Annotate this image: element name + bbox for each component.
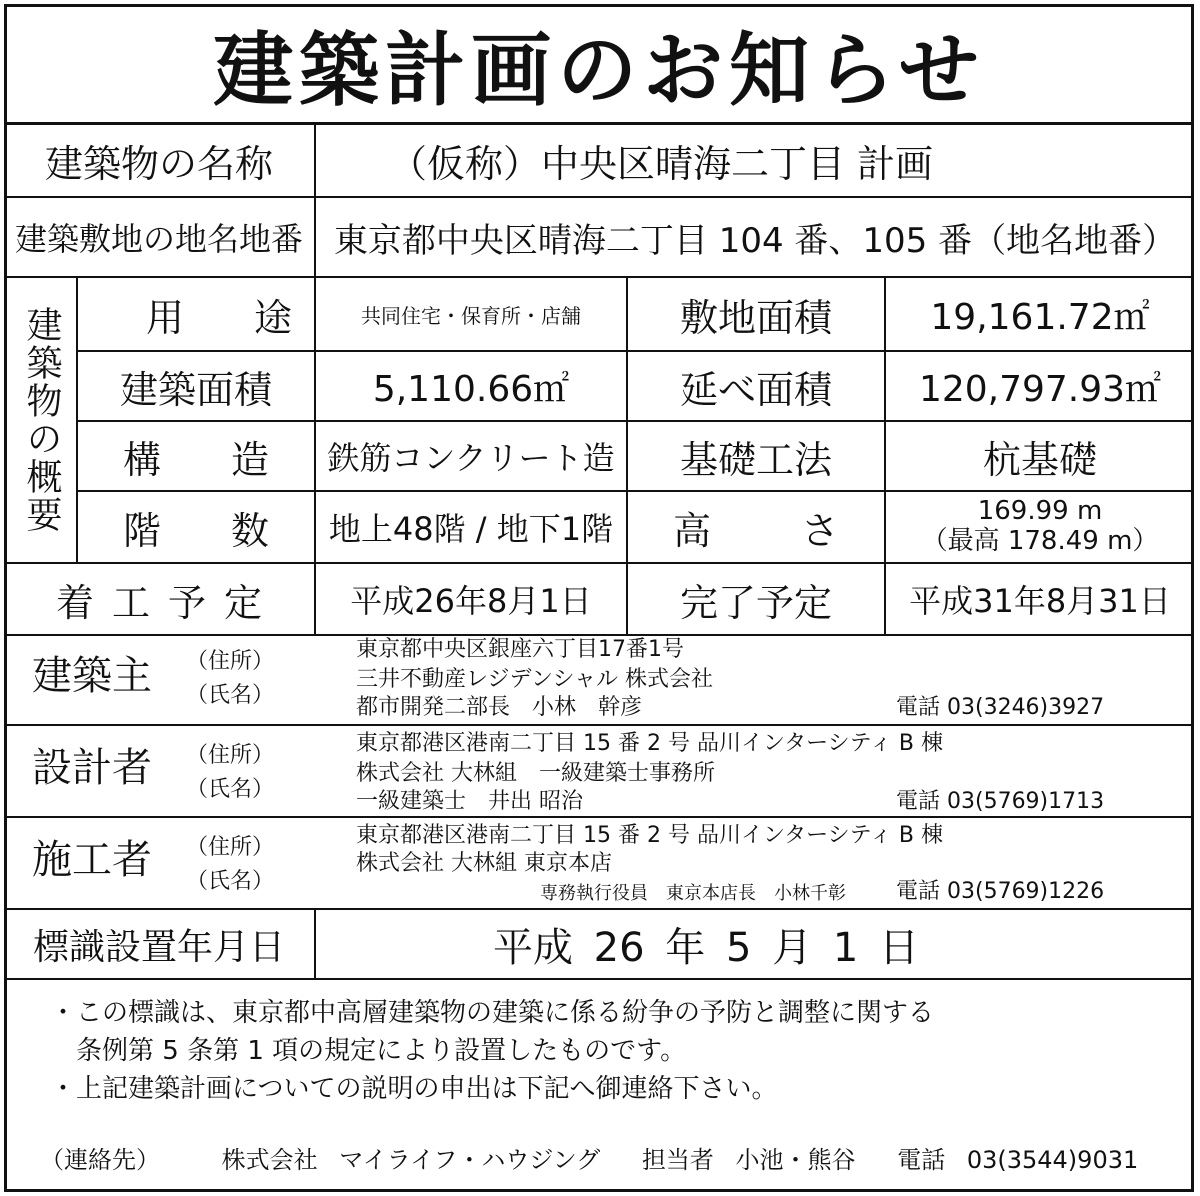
designer-name-label: （氏名） [186, 777, 275, 802]
owner-role: 建築主 [32, 653, 152, 699]
overview-label-text: 建築物の概要 [21, 306, 62, 534]
contractor-name-label: （氏名） [186, 869, 275, 894]
structure-label [78, 422, 340, 490]
floor-area-value: 120,797.93㎡ [918, 368, 1162, 410]
structure-label-text: 構造 [123, 437, 340, 482]
foundation-value: 杭基礎 [982, 437, 1097, 482]
owner-line2: 三井不動産レジデンシャル 株式会社 [356, 667, 714, 692]
contact-row [40, 1140, 1138, 1175]
designer-role: 設計者 [32, 745, 152, 791]
floors-label-text: 階数 [123, 508, 340, 553]
building-name-label: 建築物の名称 [44, 141, 273, 186]
rule [4, 816, 1194, 818]
contact-phone: 電話 03(3544)9031 [897, 1146, 1139, 1174]
contractor-role: 施工者 [32, 837, 152, 883]
contact-label: （連絡先） [40, 1146, 160, 1174]
completion-value: 平成31年8月31日 [909, 582, 1171, 620]
start-value: 平成26年8月1日 [350, 582, 592, 620]
height-max: （最高 178.49 m） [921, 526, 1159, 556]
page-title: 建築計画のお知らせ [213, 23, 985, 117]
structure-value: 鉄筋コンクリート造 [327, 439, 615, 477]
height-label-text: 高さ [673, 508, 930, 553]
designer-phone: 電話 03(5769)1713 [896, 789, 1105, 814]
designer-addr-label: （住所） [186, 743, 275, 768]
height-label [628, 492, 930, 562]
contact-person: 担当者 小池・熊谷 [641, 1146, 856, 1174]
owner-addr-label: （住所） [186, 649, 275, 674]
rule [4, 978, 1194, 980]
floors-value: 地上48階 / 地下1階 [328, 510, 614, 548]
start-label [4, 564, 314, 634]
site-label: 建築敷地の地名地番 [14, 220, 303, 258]
building-area-label: 建築面積 [119, 367, 272, 412]
use-label-text: 用途 [146, 295, 363, 340]
owner-line1: 東京都中央区銀座六丁目17番1号 [356, 637, 684, 662]
use-label [78, 278, 363, 350]
site-area-value: 19,161.72㎡ [930, 296, 1150, 338]
completion-label: 完了予定 [679, 580, 832, 625]
overview-label [6, 278, 76, 562]
note-line: ・上記建築計画についての説明の申出は下記へ御連絡下さい。 [50, 1074, 778, 1104]
designer-line1: 東京都港区港南二丁目 15 番 2 号 品川インターシティ B 棟 [356, 731, 943, 756]
owner-line3: 都市開発二部長 小林 幹彦 [356, 695, 643, 720]
use-value: 共同住宅・保育所・店舗 [361, 303, 581, 328]
height-main: 169.99 m [977, 496, 1103, 526]
designer-line3: 一級建築士 井出 昭治 [356, 789, 583, 814]
height-value [886, 496, 1194, 556]
site-value: 東京都中央区晴海二丁目 104 番、105 番（地名地番） [333, 220, 1177, 261]
contractor-line3: 専務執行役員 東京本店長 小林千彰 [540, 883, 846, 904]
installed-value: 平成 26 年 5 月 1 日 [492, 924, 920, 971]
contractor-line1: 東京都港区港南二丁目 15 番 2 号 品川インターシティ B 棟 [356, 823, 943, 848]
floors-label [78, 492, 340, 562]
note-line: ・この標識は、東京都中高層建築物の建築に係る紛争の予防と調整に関する [50, 998, 935, 1028]
building-name-value: （仮称）中央区晴海二丁目 計画 [388, 141, 934, 186]
start-label-text: 着工予定 [55, 580, 280, 625]
foundation-label: 基礎工法 [679, 437, 832, 482]
note-line: 条例第 5 条第 1 項の規定により設置したものです。 [50, 1036, 687, 1066]
contact-company: 株式会社 マイライフ・ハウジング [221, 1146, 601, 1174]
building-area-value: 5,110.66㎡ [372, 368, 570, 410]
contractor-line2: 株式会社 大林組 東京本店 [356, 851, 612, 876]
floor-area-label: 延べ面積 [679, 367, 832, 412]
designer-line2: 株式会社 大林組 一級建築士事務所 [356, 761, 715, 786]
contractor-addr-label: （住所） [186, 835, 275, 860]
owner-phone: 電話 03(3246)3927 [896, 695, 1105, 720]
owner-name-label: （氏名） [186, 683, 275, 708]
rule [4, 724, 1194, 726]
site-area-label: 敷地面積 [679, 295, 832, 340]
contractor-phone: 電話 03(5769)1226 [896, 879, 1105, 904]
notes [50, 994, 934, 1108]
installed-label: 標識設置年月日 [32, 926, 285, 968]
